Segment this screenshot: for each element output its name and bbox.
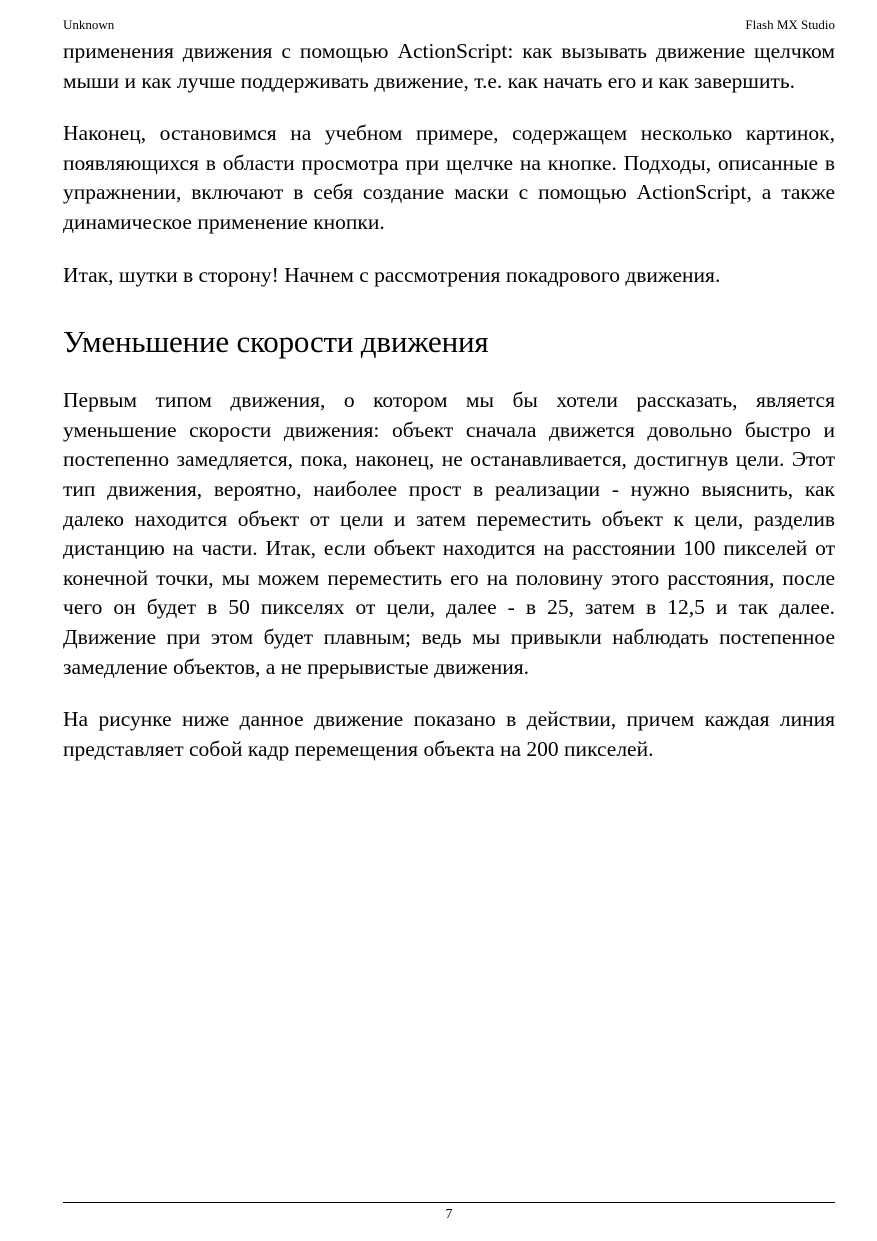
body-paragraph-5: На рисунке ниже данное движение показано в действии, причем каждая линия представляет собой кадр перемещения объекта на 200 пикселей.: [63, 707, 835, 761]
page-content: [63, 37, 835, 787]
body-paragraph-1: применения движения с помощью ActionScript: как вызывать движение щелчком мыши и как лучше поддерживать движение, т.е. как начать его и как завершить.: [63, 39, 835, 93]
footer-divider: [63, 1202, 835, 1203]
running-header: [63, 16, 835, 34]
body-paragraph-2: Наконец, остановимся на учебном примере, содержащем несколько картинок, появляющихся в области просмотра при щелчке на кнопке. Подходы, описанные в упражнении, включают в себя создание маски с помощью ActionScript, а также динамическое применение кнопки.: [63, 121, 835, 234]
section-heading: Уменьшение скорости движения: [63, 324, 489, 360]
body-paragraph-3: Итак, шутки в сторону! Начнем с рассмотрения покадрового движения.: [63, 262, 721, 287]
page-number: 7: [445, 1207, 453, 1222]
header-author: Unknown: [63, 17, 115, 32]
header-book-title: Flash MX Studio: [745, 17, 835, 32]
body-paragraph-4: Первым типом движения, о котором мы бы хотели рассказать, является уменьшение скорости движения: объект сначала движется довольно быстро и постепенно замедляется, пока, наконец, не останавливается, достигнув цели. Этот тип движения, вероятно, наиболее прост в реализации - нужно выяснить, как далеко находится объект от цели и затем переместить объект к цели, разделив дистанцию на части. Итак, если объект находится на расстоянии 100 пикселей от конечной точки, мы можем переместить его на половину этого расстояния, после чего он будет в 50 пикселях от цели, далее - в 25, затем в 12,5 и так далее. Движение при этом будет плавным; ведь мы привыкли наблюдать постепенное замедление объектов, а не прерывистые движения.: [63, 388, 835, 679]
